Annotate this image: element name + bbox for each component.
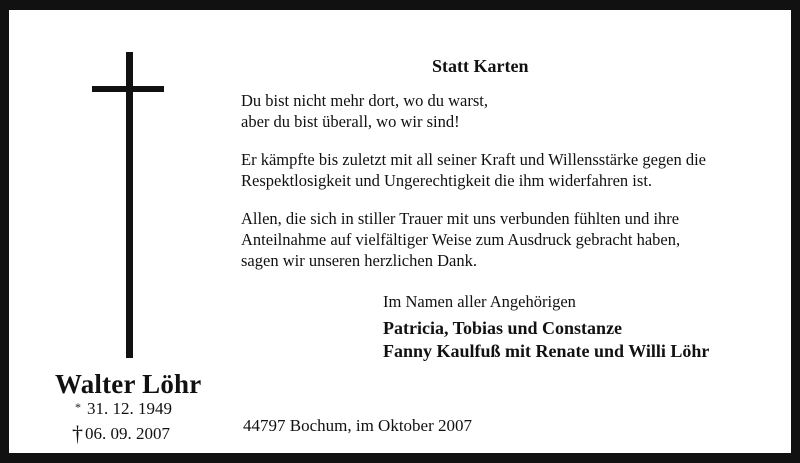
paragraph-line: Du bist nicht mehr dort, wo du warst, bbox=[241, 91, 489, 110]
paragraph-line: aber du bist überall, wo wir sind! bbox=[241, 112, 460, 131]
death-date: 06. 09. 2007 bbox=[85, 424, 170, 443]
birth-date: 31. 12. 1949 bbox=[87, 399, 172, 418]
signer-line: Patricia, Tobias und Constanze bbox=[383, 318, 623, 338]
place-date: 44797 Bochum, im Oktober 2007 bbox=[243, 416, 473, 435]
birth-line bbox=[75, 399, 172, 419]
birth-star-icon: * bbox=[75, 400, 81, 414]
deceased-name: Walter Löhr bbox=[55, 369, 202, 399]
signoff: Im Namen aller Angehörigen bbox=[383, 292, 576, 311]
paragraph-line: Allen, die sich in stiller Trauer mit uns verbunden fühlten und ihre bbox=[241, 209, 680, 228]
heading: Statt Karten bbox=[432, 56, 529, 76]
signers bbox=[383, 317, 709, 363]
death-dagger-icon: † bbox=[72, 421, 83, 446]
paragraph-line: Er kämpfte bis zuletzt mit all seiner Kraft und Willensstärke gegen die bbox=[241, 150, 707, 169]
paragraph-line: sagen wir unseren herzlichen Dank. bbox=[241, 251, 477, 270]
cross-horizontal-bar bbox=[92, 86, 164, 92]
cross-vertical-bar bbox=[126, 52, 133, 358]
signer-line: Fanny Kaulfuß mit Renate und Willi Löhr bbox=[383, 341, 710, 361]
paragraph-3 bbox=[241, 208, 680, 271]
paragraph-line: Respektlosigkeit und Ungerechtigkeit die ihm widerfahren ist. bbox=[241, 171, 653, 190]
death-line bbox=[72, 421, 170, 447]
paragraph-1 bbox=[241, 90, 488, 132]
paragraph-line: Anteilnahme auf vielfältiger Weise zum Ausdruck gebracht haben, bbox=[241, 230, 681, 249]
paragraph-2 bbox=[241, 149, 706, 191]
